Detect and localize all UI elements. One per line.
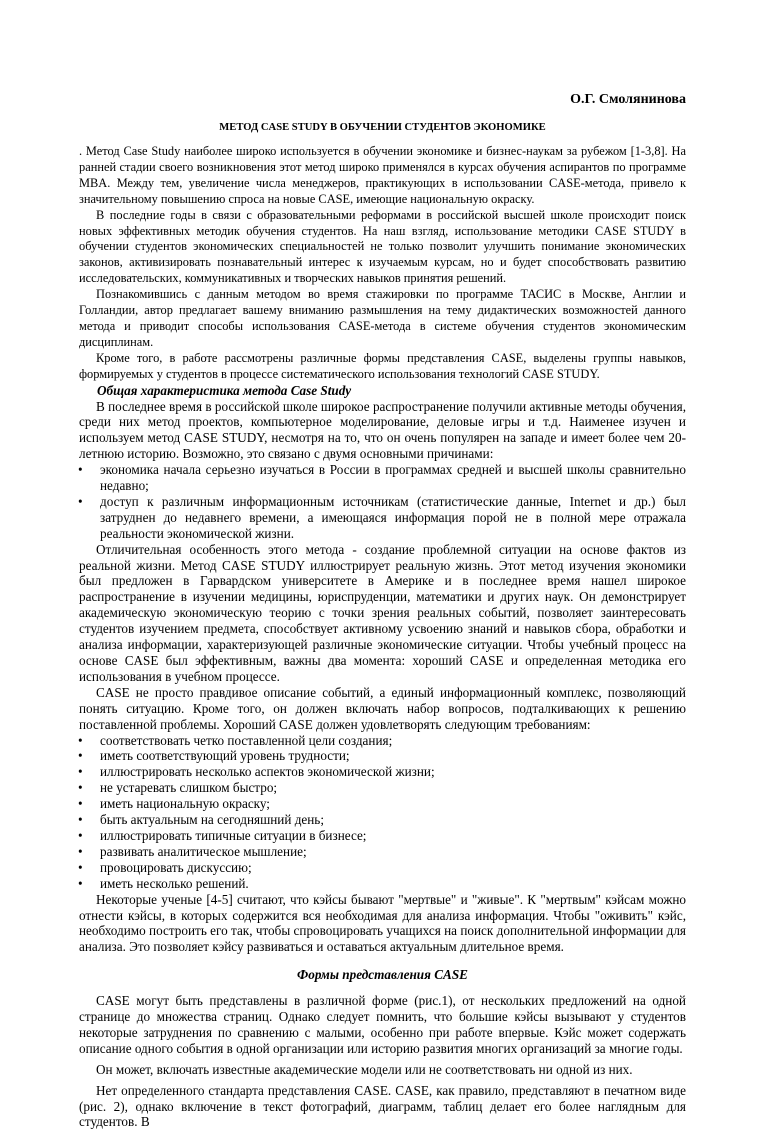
list-item: • иметь национальную окраску; — [79, 796, 686, 812]
list-item: • соответствовать четко поставленной цели создания; — [79, 733, 686, 749]
requirements-list — [79, 733, 686, 892]
intro-paragraph-2: В последние годы в связи с образовательными реформами в российской высшей школе происходит поиск новых эффективных методик обучения студентов. На наш взгляд, использование методики CASE STUDY в обучении студентов экономических специальностей не только позволит улучшить понимание экономических законов, активизировать познавательный интерес к изучаемым курсам, но и будет способствовать развитию исследовательских, коммуникативных и творческих навыков принятия решений. — [79, 207, 686, 286]
list-item: • развивать аналитическое мышление; — [79, 844, 686, 860]
list-item: • иллюстрировать несколько аспектов экономической жизни; — [79, 764, 686, 780]
list-item: • доступ к различным информационным источникам (статистические данные, Internet и др.) был затруднен до недавнего времени, а имеющаяся информация порой не в полной мере отражала реальности экономической жизни. — [79, 494, 686, 542]
section1-paragraph-3: CASE не просто правдивое описание событий, а единый информационный комплекс, позволяющий понять ситуацию. Кроме того, он должен включать набор вопросов, подталкивающих к решению поставленной проблемы. Хороший CASE должен удовлетворять следующим требованиям: — [79, 684, 686, 732]
section1-paragraph-4: Некоторые ученые [4-5] считают, что кэйсы бывают "мертвые" и "живые". К "мертвым" кэйсам можно отнести кэйсы, в которых содержится вся необходимая для анализа информация. Чтобы "оживить" кэйс, необходимо построить его так, чтобы спровоцировать учащихся на поиск дополнительной информации для анализа. Это позволяет кэйсу развиваться и оставаться актуальным длительное время. — [79, 891, 686, 955]
intro-paragraph-3: Познакомившись с данным методом во время стажировки по программе ТАСИС в Москве, Англии и Голландии, автор предлагает вашему вниманию размышления на тему дидактических возможностей данного метода и приводит способы использования CASE-метода в системе обучения студентов экономическим дисциплинам. — [79, 287, 686, 349]
list-item: • экономика начала серьезно изучаться в России в программах средней и высшей школы сравнительно недавно; — [79, 462, 686, 494]
reasons-list — [79, 462, 686, 542]
intro-paragraph-1: . Метод Case Study наиболее широко используется в обучении экономике и бизнес-наукам за рубежом [1-3,8]. На ранней стадии своего возникновения этот метод широко применялся в курсах обучения аспирантов по программе MBA. Между тем, увеличение числа менеджеров, практикующих в использовании CASE-метода, привело к значительному повышению спроса на новые CASE, имеющие национальную окраску. — [79, 144, 686, 206]
list-item: • иметь соответствующий уровень трудности; — [79, 748, 686, 764]
list-item: • иметь несколько решений. — [79, 876, 686, 892]
section-heading-general: Общая характеристика метода Case Study — [97, 382, 352, 398]
section1-paragraph-2: Отличительная особенность этого метода - создание проблемной ситуации на основе фактов из реальной жизни. Метод CASE STUDY иллюстрирует реальную жизнь. Этот метод изучения экономики был предложен в Гарвардском университете в Америке и в последнее время нашел широкое распространение в изучении медицины, юриспруденции, математики и других наук. Он демонстрирует академическую экономическую теорию с точки зрения реальных событий, позволяет заинтересовать студентов изучением предмета, способствует активному усвоению знаний и навыков сбора, обработки и анализа информации, характеризующей различные экономические ситуации. Чтобы учебный процесс на основе CASE был эффективным, важны два момента: хороший CASE и определенная методика его использования в учебном процессе. — [79, 541, 686, 684]
article-title: МЕТОД CASE STUDY В ОБУЧЕНИИ СТУДЕНТОВ ЭКОНОМИКЕ — [219, 122, 546, 133]
author: О.Г. Смолянинова — [570, 92, 686, 107]
list-item: • не устаревать слишком быстро; — [79, 780, 686, 796]
list-item: • провоцировать дискуссию; — [79, 860, 686, 876]
section2-paragraph-2: Он может, включать известные академические модели или не соответствовать ни одной из них. — [96, 1061, 633, 1077]
section1-paragraph-1: В последнее время в российской школе широкое распространение получили активные методы обучения, среди них метод проектов, компьютерное моделирование, деловые игры и т.д. Наименее изучен и используем метод CASE STUDY, несмотря на то, что он очень популярен на западе и имеет более чем 20-летнюю историю. Возможно, это связано с двумя основными причинами: — [79, 398, 686, 462]
section-heading-forms: Формы представления CASE — [297, 967, 468, 983]
intro-paragraph-4: Кроме того, в работе рассмотрены различные формы представления CASE, выделены группы навыков, формируемых у студентов в процессе систематического использования технологий CASE STUDY. — [79, 350, 686, 381]
section2-paragraph-3: Нет определенного стандарта представления CASE. CASE, как правило, представляют в печатном виде (рис. 2), однако включение в текст фотографий, диаграмм, таблиц делает его более наглядным для студентов. В — [79, 1082, 686, 1130]
list-item: • иллюстрировать типичные ситуации в бизнесе; — [79, 828, 686, 844]
section2-paragraph-1: CASE могут быть представлены в различной форме (рис.1), от нескольких предложений на одной странице до множества страниц. Однако следует помнить, что большие кэйсы вызывают у студентов некоторые затруднения по сравнению с малыми, особенно при работе впервые. Кэйс может содержать описание одного события в одной организации или историю развития многих организаций за многие годы. — [79, 993, 686, 1056]
list-item: • быть актуальным на сегодняшний день; — [79, 812, 686, 828]
